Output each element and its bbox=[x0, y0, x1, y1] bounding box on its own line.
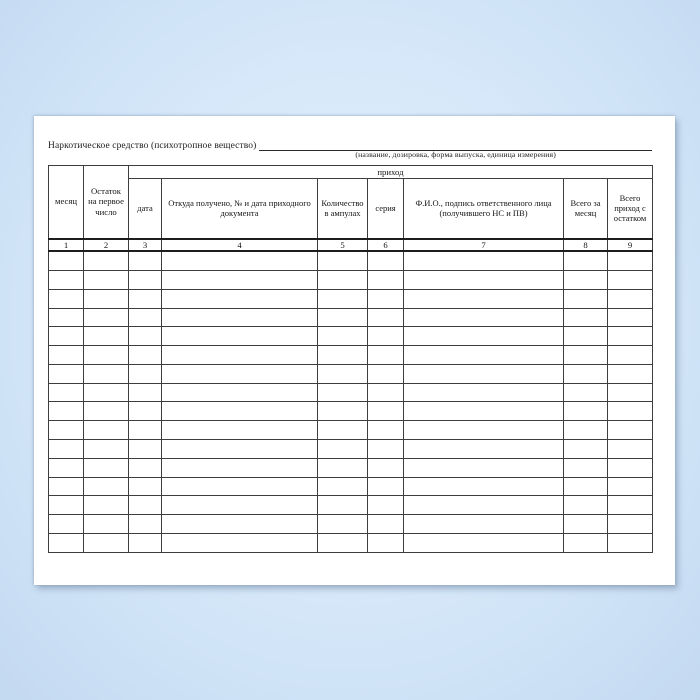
col-header-total-month: Всего за месяц bbox=[564, 179, 608, 239]
empty-cell bbox=[84, 346, 129, 365]
empty-cell bbox=[129, 402, 162, 421]
column-number-cell: 2 bbox=[84, 239, 129, 252]
empty-cell bbox=[84, 402, 129, 421]
empty-cell bbox=[404, 327, 564, 346]
document-sheet bbox=[34, 116, 675, 585]
empty-cell bbox=[608, 364, 653, 383]
empty-cell bbox=[49, 421, 84, 440]
empty-cell bbox=[49, 364, 84, 383]
column-number-cell: 7 bbox=[404, 239, 564, 252]
title-hint: (название, дозировка, форма выпуска, единица измерения) bbox=[355, 150, 556, 159]
table-row bbox=[49, 251, 653, 270]
empty-cell bbox=[318, 346, 368, 365]
table-row bbox=[49, 440, 653, 459]
empty-cell bbox=[49, 496, 84, 515]
table-body bbox=[49, 251, 653, 552]
empty-cell bbox=[608, 477, 653, 496]
empty-cell bbox=[84, 289, 129, 308]
empty-cell bbox=[404, 308, 564, 327]
empty-cell bbox=[162, 289, 318, 308]
empty-cell bbox=[404, 346, 564, 365]
table-row bbox=[49, 458, 653, 477]
empty-cell bbox=[49, 270, 84, 289]
column-number-cell: 1 bbox=[49, 239, 84, 252]
empty-cell bbox=[608, 327, 653, 346]
empty-cell bbox=[84, 534, 129, 553]
empty-cell bbox=[129, 421, 162, 440]
empty-cell bbox=[608, 270, 653, 289]
empty-cell bbox=[162, 251, 318, 270]
form-title-label: Наркотическое средство (психотропное вещество) bbox=[48, 141, 257, 151]
empty-cell bbox=[49, 383, 84, 402]
empty-cell bbox=[564, 327, 608, 346]
empty-cell bbox=[368, 496, 404, 515]
empty-cell bbox=[129, 270, 162, 289]
col-header-month: месяц bbox=[49, 166, 84, 239]
table-row bbox=[49, 308, 653, 327]
col-header-date: дата bbox=[129, 179, 162, 239]
empty-cell bbox=[368, 515, 404, 534]
empty-cell bbox=[84, 308, 129, 327]
empty-cell bbox=[608, 534, 653, 553]
empty-cell bbox=[84, 383, 129, 402]
empty-cell bbox=[49, 289, 84, 308]
empty-cell bbox=[608, 289, 653, 308]
empty-cell bbox=[318, 251, 368, 270]
empty-cell bbox=[564, 440, 608, 459]
table-row bbox=[49, 421, 653, 440]
empty-cell bbox=[129, 383, 162, 402]
title-blank-line bbox=[259, 138, 652, 159]
empty-cell bbox=[162, 308, 318, 327]
group-header-row bbox=[49, 166, 653, 179]
empty-cell bbox=[404, 270, 564, 289]
empty-cell bbox=[404, 534, 564, 553]
empty-cell bbox=[318, 308, 368, 327]
empty-cell bbox=[129, 496, 162, 515]
empty-cell bbox=[129, 289, 162, 308]
empty-cell bbox=[129, 308, 162, 327]
empty-cell bbox=[49, 308, 84, 327]
empty-cell bbox=[368, 346, 404, 365]
empty-cell bbox=[129, 251, 162, 270]
table-header bbox=[49, 166, 653, 252]
table-row bbox=[49, 477, 653, 496]
table-row bbox=[49, 289, 653, 308]
table-row bbox=[49, 496, 653, 515]
table-row bbox=[49, 534, 653, 553]
empty-cell bbox=[318, 364, 368, 383]
empty-cell bbox=[564, 251, 608, 270]
empty-cell bbox=[404, 289, 564, 308]
empty-cell bbox=[368, 364, 404, 383]
empty-cell bbox=[608, 251, 653, 270]
table-row bbox=[49, 402, 653, 421]
empty-cell bbox=[162, 421, 318, 440]
empty-cell bbox=[564, 496, 608, 515]
column-number-cell: 8 bbox=[564, 239, 608, 252]
empty-cell bbox=[84, 496, 129, 515]
empty-cell bbox=[368, 421, 404, 440]
col-header-responsible-person: Ф.И.О., подпись ответственного лица (получившего НС и ПВ) bbox=[404, 179, 564, 239]
column-number-cell: 4 bbox=[162, 239, 318, 252]
empty-cell bbox=[129, 440, 162, 459]
empty-cell bbox=[368, 289, 404, 308]
empty-cell bbox=[608, 346, 653, 365]
empty-cell bbox=[368, 251, 404, 270]
empty-cell bbox=[318, 270, 368, 289]
empty-cell bbox=[162, 515, 318, 534]
empty-cell bbox=[564, 458, 608, 477]
table-row bbox=[49, 270, 653, 289]
empty-cell bbox=[608, 402, 653, 421]
empty-cell bbox=[162, 402, 318, 421]
empty-cell bbox=[129, 534, 162, 553]
empty-cell bbox=[404, 515, 564, 534]
col-header-total-with-balance: Всего приход с остатком bbox=[608, 179, 653, 239]
empty-cell bbox=[404, 421, 564, 440]
empty-cell bbox=[564, 308, 608, 327]
empty-cell bbox=[318, 289, 368, 308]
empty-cell bbox=[318, 402, 368, 421]
empty-cell bbox=[84, 364, 129, 383]
empty-cell bbox=[404, 251, 564, 270]
empty-cell bbox=[404, 458, 564, 477]
empty-cell bbox=[368, 440, 404, 459]
empty-cell bbox=[564, 270, 608, 289]
empty-cell bbox=[49, 327, 84, 346]
empty-cell bbox=[564, 346, 608, 365]
empty-cell bbox=[404, 402, 564, 421]
empty-cell bbox=[49, 251, 84, 270]
empty-cell bbox=[162, 458, 318, 477]
empty-cell bbox=[404, 496, 564, 515]
empty-cell bbox=[608, 496, 653, 515]
empty-cell bbox=[162, 383, 318, 402]
empty-cell bbox=[49, 534, 84, 553]
empty-cell bbox=[318, 477, 368, 496]
empty-cell bbox=[404, 440, 564, 459]
column-number-row bbox=[49, 239, 653, 252]
empty-cell bbox=[49, 346, 84, 365]
empty-cell bbox=[84, 251, 129, 270]
table-row bbox=[49, 346, 653, 365]
empty-cell bbox=[162, 270, 318, 289]
empty-cell bbox=[84, 458, 129, 477]
empty-cell bbox=[564, 421, 608, 440]
form-title bbox=[48, 138, 652, 159]
col-header-quantity-ampoules: Количество в ампулах bbox=[318, 179, 368, 239]
table-row bbox=[49, 364, 653, 383]
empty-cell bbox=[162, 534, 318, 553]
empty-cell bbox=[84, 327, 129, 346]
empty-cell bbox=[318, 327, 368, 346]
empty-cell bbox=[564, 515, 608, 534]
empty-cell bbox=[129, 346, 162, 365]
empty-cell bbox=[129, 327, 162, 346]
column-number-cell: 5 bbox=[318, 239, 368, 252]
empty-cell bbox=[129, 458, 162, 477]
group-header-prihod: приход bbox=[129, 166, 653, 179]
empty-cell bbox=[564, 477, 608, 496]
empty-cell bbox=[608, 383, 653, 402]
empty-cell bbox=[49, 458, 84, 477]
empty-cell bbox=[368, 383, 404, 402]
empty-cell bbox=[608, 308, 653, 327]
column-number-cell: 6 bbox=[368, 239, 404, 252]
empty-cell bbox=[49, 515, 84, 534]
empty-cell bbox=[318, 496, 368, 515]
empty-cell bbox=[162, 440, 318, 459]
column-number-cell: 3 bbox=[129, 239, 162, 252]
empty-cell bbox=[368, 534, 404, 553]
empty-cell bbox=[608, 440, 653, 459]
registration-table bbox=[48, 165, 653, 553]
empty-cell bbox=[318, 421, 368, 440]
empty-cell bbox=[368, 402, 404, 421]
empty-cell bbox=[49, 440, 84, 459]
table-row bbox=[49, 515, 653, 534]
empty-cell bbox=[368, 270, 404, 289]
empty-cell bbox=[162, 496, 318, 515]
empty-cell bbox=[564, 364, 608, 383]
empty-cell bbox=[162, 477, 318, 496]
empty-cell bbox=[84, 477, 129, 496]
empty-cell bbox=[564, 402, 608, 421]
empty-cell bbox=[129, 477, 162, 496]
column-header-row bbox=[49, 179, 653, 239]
empty-cell bbox=[318, 458, 368, 477]
col-header-balance-first-day: Остаток на первое число bbox=[84, 166, 129, 239]
empty-cell bbox=[162, 346, 318, 365]
empty-cell bbox=[368, 308, 404, 327]
empty-cell bbox=[564, 289, 608, 308]
empty-cell bbox=[368, 327, 404, 346]
empty-cell bbox=[162, 364, 318, 383]
empty-cell bbox=[608, 421, 653, 440]
table-row bbox=[49, 327, 653, 346]
empty-cell bbox=[368, 477, 404, 496]
table-row bbox=[49, 383, 653, 402]
empty-cell bbox=[404, 364, 564, 383]
column-number-cell: 9 bbox=[608, 239, 653, 252]
empty-cell bbox=[84, 270, 129, 289]
empty-cell bbox=[49, 477, 84, 496]
empty-cell bbox=[129, 364, 162, 383]
empty-cell bbox=[564, 383, 608, 402]
col-header-series: серия bbox=[368, 179, 404, 239]
empty-cell bbox=[608, 458, 653, 477]
empty-cell bbox=[564, 534, 608, 553]
empty-cell bbox=[129, 515, 162, 534]
empty-cell bbox=[368, 458, 404, 477]
empty-cell bbox=[404, 477, 564, 496]
empty-cell bbox=[608, 515, 653, 534]
empty-cell bbox=[318, 383, 368, 402]
empty-cell bbox=[84, 421, 129, 440]
empty-cell bbox=[162, 327, 318, 346]
col-header-source-document: Откуда получено, № и дата приходного документа bbox=[162, 179, 318, 239]
empty-cell bbox=[84, 515, 129, 534]
empty-cell bbox=[404, 383, 564, 402]
empty-cell bbox=[318, 534, 368, 553]
empty-cell bbox=[49, 402, 84, 421]
empty-cell bbox=[318, 515, 368, 534]
empty-cell bbox=[84, 440, 129, 459]
empty-cell bbox=[318, 440, 368, 459]
